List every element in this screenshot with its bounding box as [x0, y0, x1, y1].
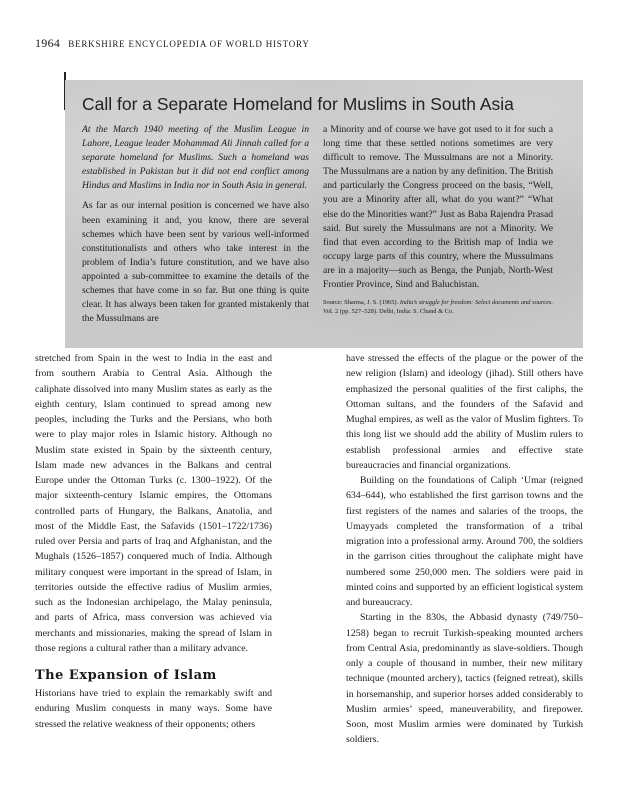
source-title: India’s struggle for freedom: Select documents and sources.	[399, 299, 553, 307]
sidebar-quote-part-2: a Minority and of course we have got used to it for such a long time that these settled notions sometimes are very difficult to remove. The Mussulmans are not a Minority. The Mussulmans are a nation by any definition. The British and particularly the Congress proceed on the basis, “Well, you are a Minority after all, what do you want?” “What else do the Minorities want?” Just as Baba Rajendra Prasad said. But surely the Mussulmans are not a Minority. We find that even according to the British map of India we occupy large parts of this country, where the Mussulmans are in a majority—such as Benga, the Punjab, North-West Frontier Province, Sind and Baluchistan.	[323, 124, 553, 291]
sidebar-box	[65, 80, 583, 348]
body-paragraph: Starting in the 830s, the Abbasid dynasty (749/750–1258) began to recruit Turkish-speaking mounted archers from Central Asia, predominantly as slave-soldiers. Though only a couple of thousand in number, their new military technique (mounted archery), tactics (feigned retreat), skills in horsemanship, and superior horses added considerably to Muslim armies’ speed, maneuverability, and firepower. Soon, most Muslim armies were dominated by Turkish soldiers.	[346, 612, 583, 746]
sidebar-quote-part-1: As far as our internal position is concerned we have also been examining it and, you know, there are several schemes which have been sent by various well-informed constitutionalists and others who take interest in the problem of India’s future constitution, and we have also appointed a sub-committee to examine the details of the schemes that have come in so far. But one thing is quite clear. It has always been taken for granted mistakenly that the Mussulmans are	[82, 200, 309, 325]
body-paragraph: have stressed the effects of the plague or the power of the new religion (Islam) and ideology (jihad). Still others have emphasized the personal qualities of the first caliphs, the Ottoman sultans, and the founders of the Safavid and Mughal empires, as well as the valor of Muslim fighters. To this long list we should add the ability of Muslim rulers to establish professional armies and effective state bureaucracies and financial organizations.	[346, 353, 583, 471]
section-heading: The Expansion of Islam	[35, 668, 217, 683]
book-title: BERKSHIRE ENCYCLOPEDIA OF WORLD HISTORY	[68, 39, 310, 49]
running-head	[35, 36, 310, 51]
sidebar-intro: At the March 1940 meeting of the Muslim League in Lahore, League leader Mohammad Ali Jinnah called for a separate homeland for Muslims. Such a homeland was established in Pakistan but it did not end conflict among Hindus and Muslims in India nor in South Asia in general.	[82, 124, 309, 192]
page-number: 1964	[35, 36, 61, 50]
body-column-right	[346, 351, 583, 748]
body-column-left	[35, 351, 272, 732]
sidebar-source	[323, 298, 553, 316]
sidebar-column-right	[323, 123, 553, 322]
sidebar-column-left	[82, 123, 309, 332]
body-paragraph: Historians have tried to explain the remarkably swift and enduring Muslim conquests in many ways. Some have stressed the relative weakness of their opponents; others	[35, 688, 272, 730]
source-prefix: Source: Sharma, J. S. (1965).	[323, 299, 400, 307]
body-paragraph: stretched from Spain in the west to India in the east and from southern Arabia to Central Asia. Although the caliphate dissolved into many Muslim states as early as the eighth century, Islam continued to spread among new peoples, including the Turks and the Persians, who both were to play major roles in Islamic history. Although no Muslim state existed in Spain by the sixteenth century, Islam made new advances in the Balkans and central Europe under the Ottoman Turks (c. 1300–1922). Of the major sixteenth-century Islamic empires, the Ottomans controlled parts of Hungary, the Balkans, Anatolia, and most of the Middle East, the Safavids (1501–1722/1736) ruled over Persia and parts of Iraq and Afghanistan, and the Mughals (1526–1857) conquered much of India. Although military conquest were important in the spread of Islam, in territories outside the effective radius of Muslim armies, such as the Indonesian archipelago, the Malay peninsula, and parts of Africa, mass conversion was achieved via merchants and missionaries, making the spread of Islam in those regions a cultural rather than a military advance.	[35, 353, 272, 654]
sidebar-title: Call for a Separate Homeland for Muslims in South Asia	[82, 94, 514, 114]
source-suffix: Vol. 2 (pp. 527–528). Delhi, India: S. Chand & Co.	[323, 308, 454, 316]
body-paragraph: Building on the foundations of Caliph ‘Umar (reigned 634–644), who established the first garrison towns and the first registers of the names and salaries of the troops, the Umayyads completed the transformation of a tribal migration into a professional army. Around 700, the soldiers in the garrison cities throughout the caliphate might have numbered some 250,000 men. The soldiers were paid in minted coins and supported by an efficient logistical system and bureaucracy.	[346, 475, 583, 608]
